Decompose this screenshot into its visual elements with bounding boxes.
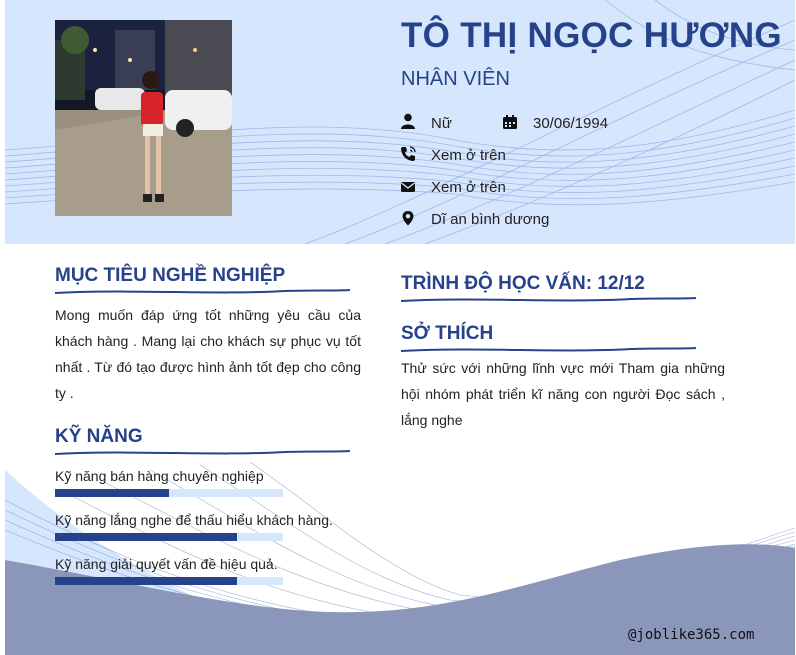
hobbies-underline	[401, 345, 696, 355]
hobbies-text: Thử sức với những lĩnh vực mới Tham gia những hội nhóm phát triển kĩ năng con người Đọc sách , lắng nghe	[401, 360, 725, 428]
skill-bar	[55, 489, 283, 497]
gender-value: Nữ	[431, 115, 452, 132]
site-watermark: @joblike365.com	[628, 627, 755, 643]
skill-bar-fill	[55, 489, 169, 497]
address-value: Dĩ an bình dương	[431, 211, 550, 228]
user-icon	[400, 113, 416, 129]
birthday-value: 30/06/1994	[533, 115, 609, 132]
profile-photo	[55, 20, 232, 216]
objective-title: MỤC TIÊU NGHỀ NGHIỆP	[55, 265, 286, 286]
education-title: TRÌNH ĐỘ HỌC VẤN: 12/12	[401, 273, 645, 294]
map-pin-icon	[400, 210, 416, 226]
skill-bar	[55, 577, 283, 585]
email-value: Xem ở trên	[431, 179, 506, 196]
objective-text: Mong muốn đáp ứng tốt những yêu cầu của khách hàng . Mang lại cho khách sự phục vụ tốt nhất . Từ đó tạo được hình ảnh tốt đẹp cho công ty .	[55, 307, 361, 401]
candidate-name: TÔ THỊ NGỌC HƯƠNG	[401, 16, 782, 55]
skill-bar	[55, 533, 283, 541]
skill-label: Kỹ năng lắng nghe để thấu hiểu khách hàng.	[55, 512, 333, 528]
phone-icon	[400, 146, 416, 162]
phone-value: Xem ở trên	[431, 147, 506, 164]
skill-label: Kỹ năng bán hàng chuyên nghiệp	[55, 468, 264, 484]
calendar-icon	[502, 114, 518, 130]
skill-label: Kỹ năng giải quyết vấn đề hiệu quả.	[55, 556, 278, 572]
objective-underline	[55, 287, 350, 297]
candidate-position: NHÂN VIÊN	[401, 68, 510, 90]
skills-title: KỸ NĂNG	[55, 426, 143, 447]
skill-bar-fill	[55, 577, 237, 585]
skills-underline	[55, 448, 350, 458]
hobbies-title: SỞ THÍCH	[401, 323, 494, 344]
education-underline	[401, 295, 696, 305]
envelope-icon	[400, 179, 416, 195]
skill-bar-fill	[55, 533, 237, 541]
